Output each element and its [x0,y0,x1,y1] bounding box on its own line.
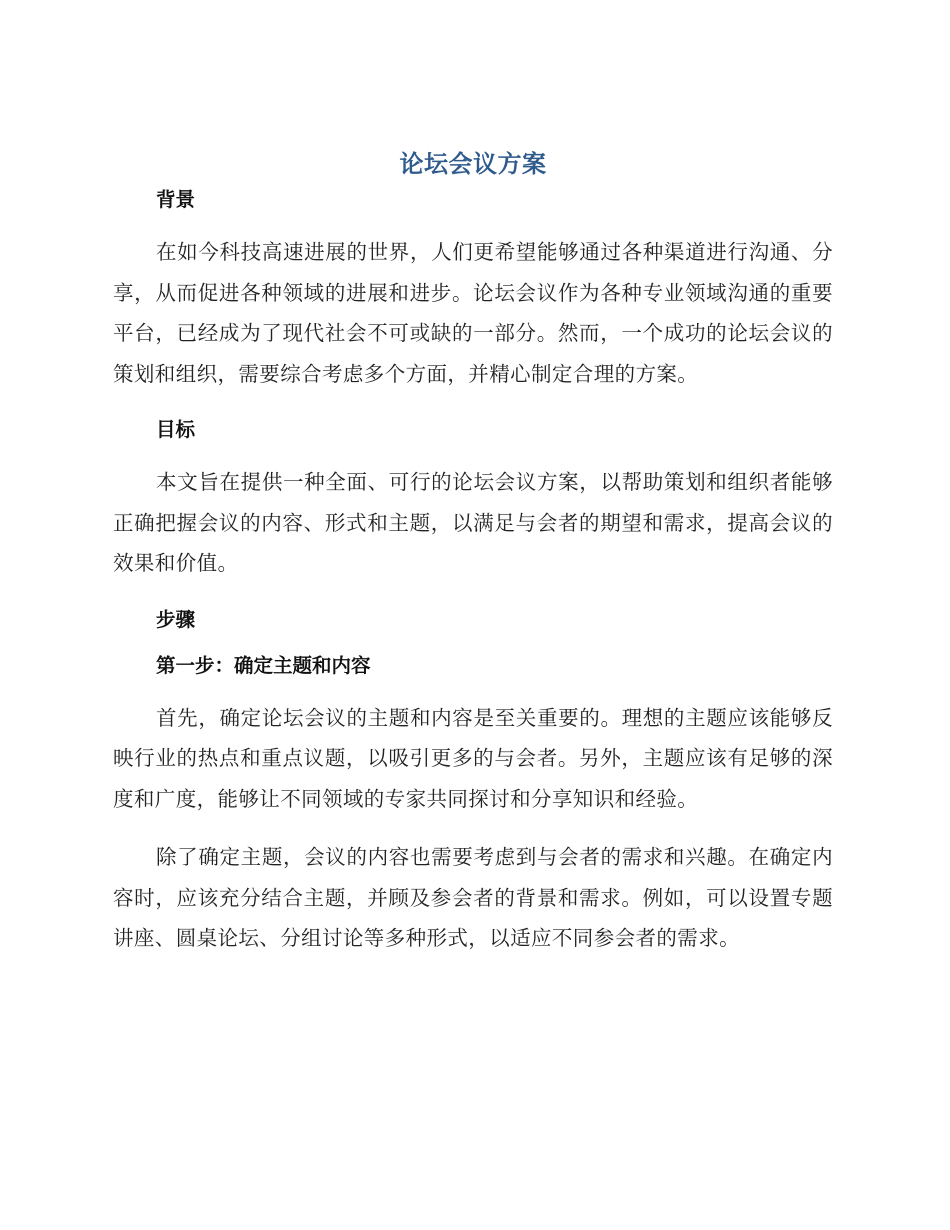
section-heading-goal: 目标 [156,418,196,441]
section-heading-steps: 步骤 [156,607,196,631]
document-body [113,148,833,959]
subsection-heading-step1: 第一步：确定主题和内容 [156,653,371,677]
document-title: 论坛会议方案 [399,150,547,178]
section-heading-background: 背景 [156,188,196,211]
paragraph-step1-1: 首先，确定论坛会议的主题和内容是至关重要的。理想的主题应该能够反映行业的热点和重点议题，以吸引更多的与会者。另外，主题应该有足够的深度和广度，能够让不同领域的专家共同探讨和分享知识和经验。 [113,705,833,811]
paragraph-goal: 本文旨在提供一种全面、可行的论坛会议方案，以帮助策划和组织者能够正确把握会议的内容、形式和主题，以满足与会者的期望和需求，提高会议的效果和价值。 [113,470,833,575]
paragraph-step1-2: 除了确定主题，会议的内容也需要考虑到与会者的需求和兴趣。在确定内容时，应该充分结合主题，并顾及参会者的背景和需求。例如，可以设置专题讲座、圆桌论坛、分组讨论等多种形式，以适应不同参会者的需求。 [113,845,833,950]
paragraph-background: 在如今科技高速进展的世界，人们更希望能够通过各种渠道进行沟通、分享，从而促进各种领域的进展和进步。论坛会议作为各种专业领域沟通的重要平台，已经成为了现代社会不可或缺的一部分。然而，一个成功的论坛会议的策划和组织，需要综合考虑多个方面，并精心制定合理的方案。 [113,240,833,386]
